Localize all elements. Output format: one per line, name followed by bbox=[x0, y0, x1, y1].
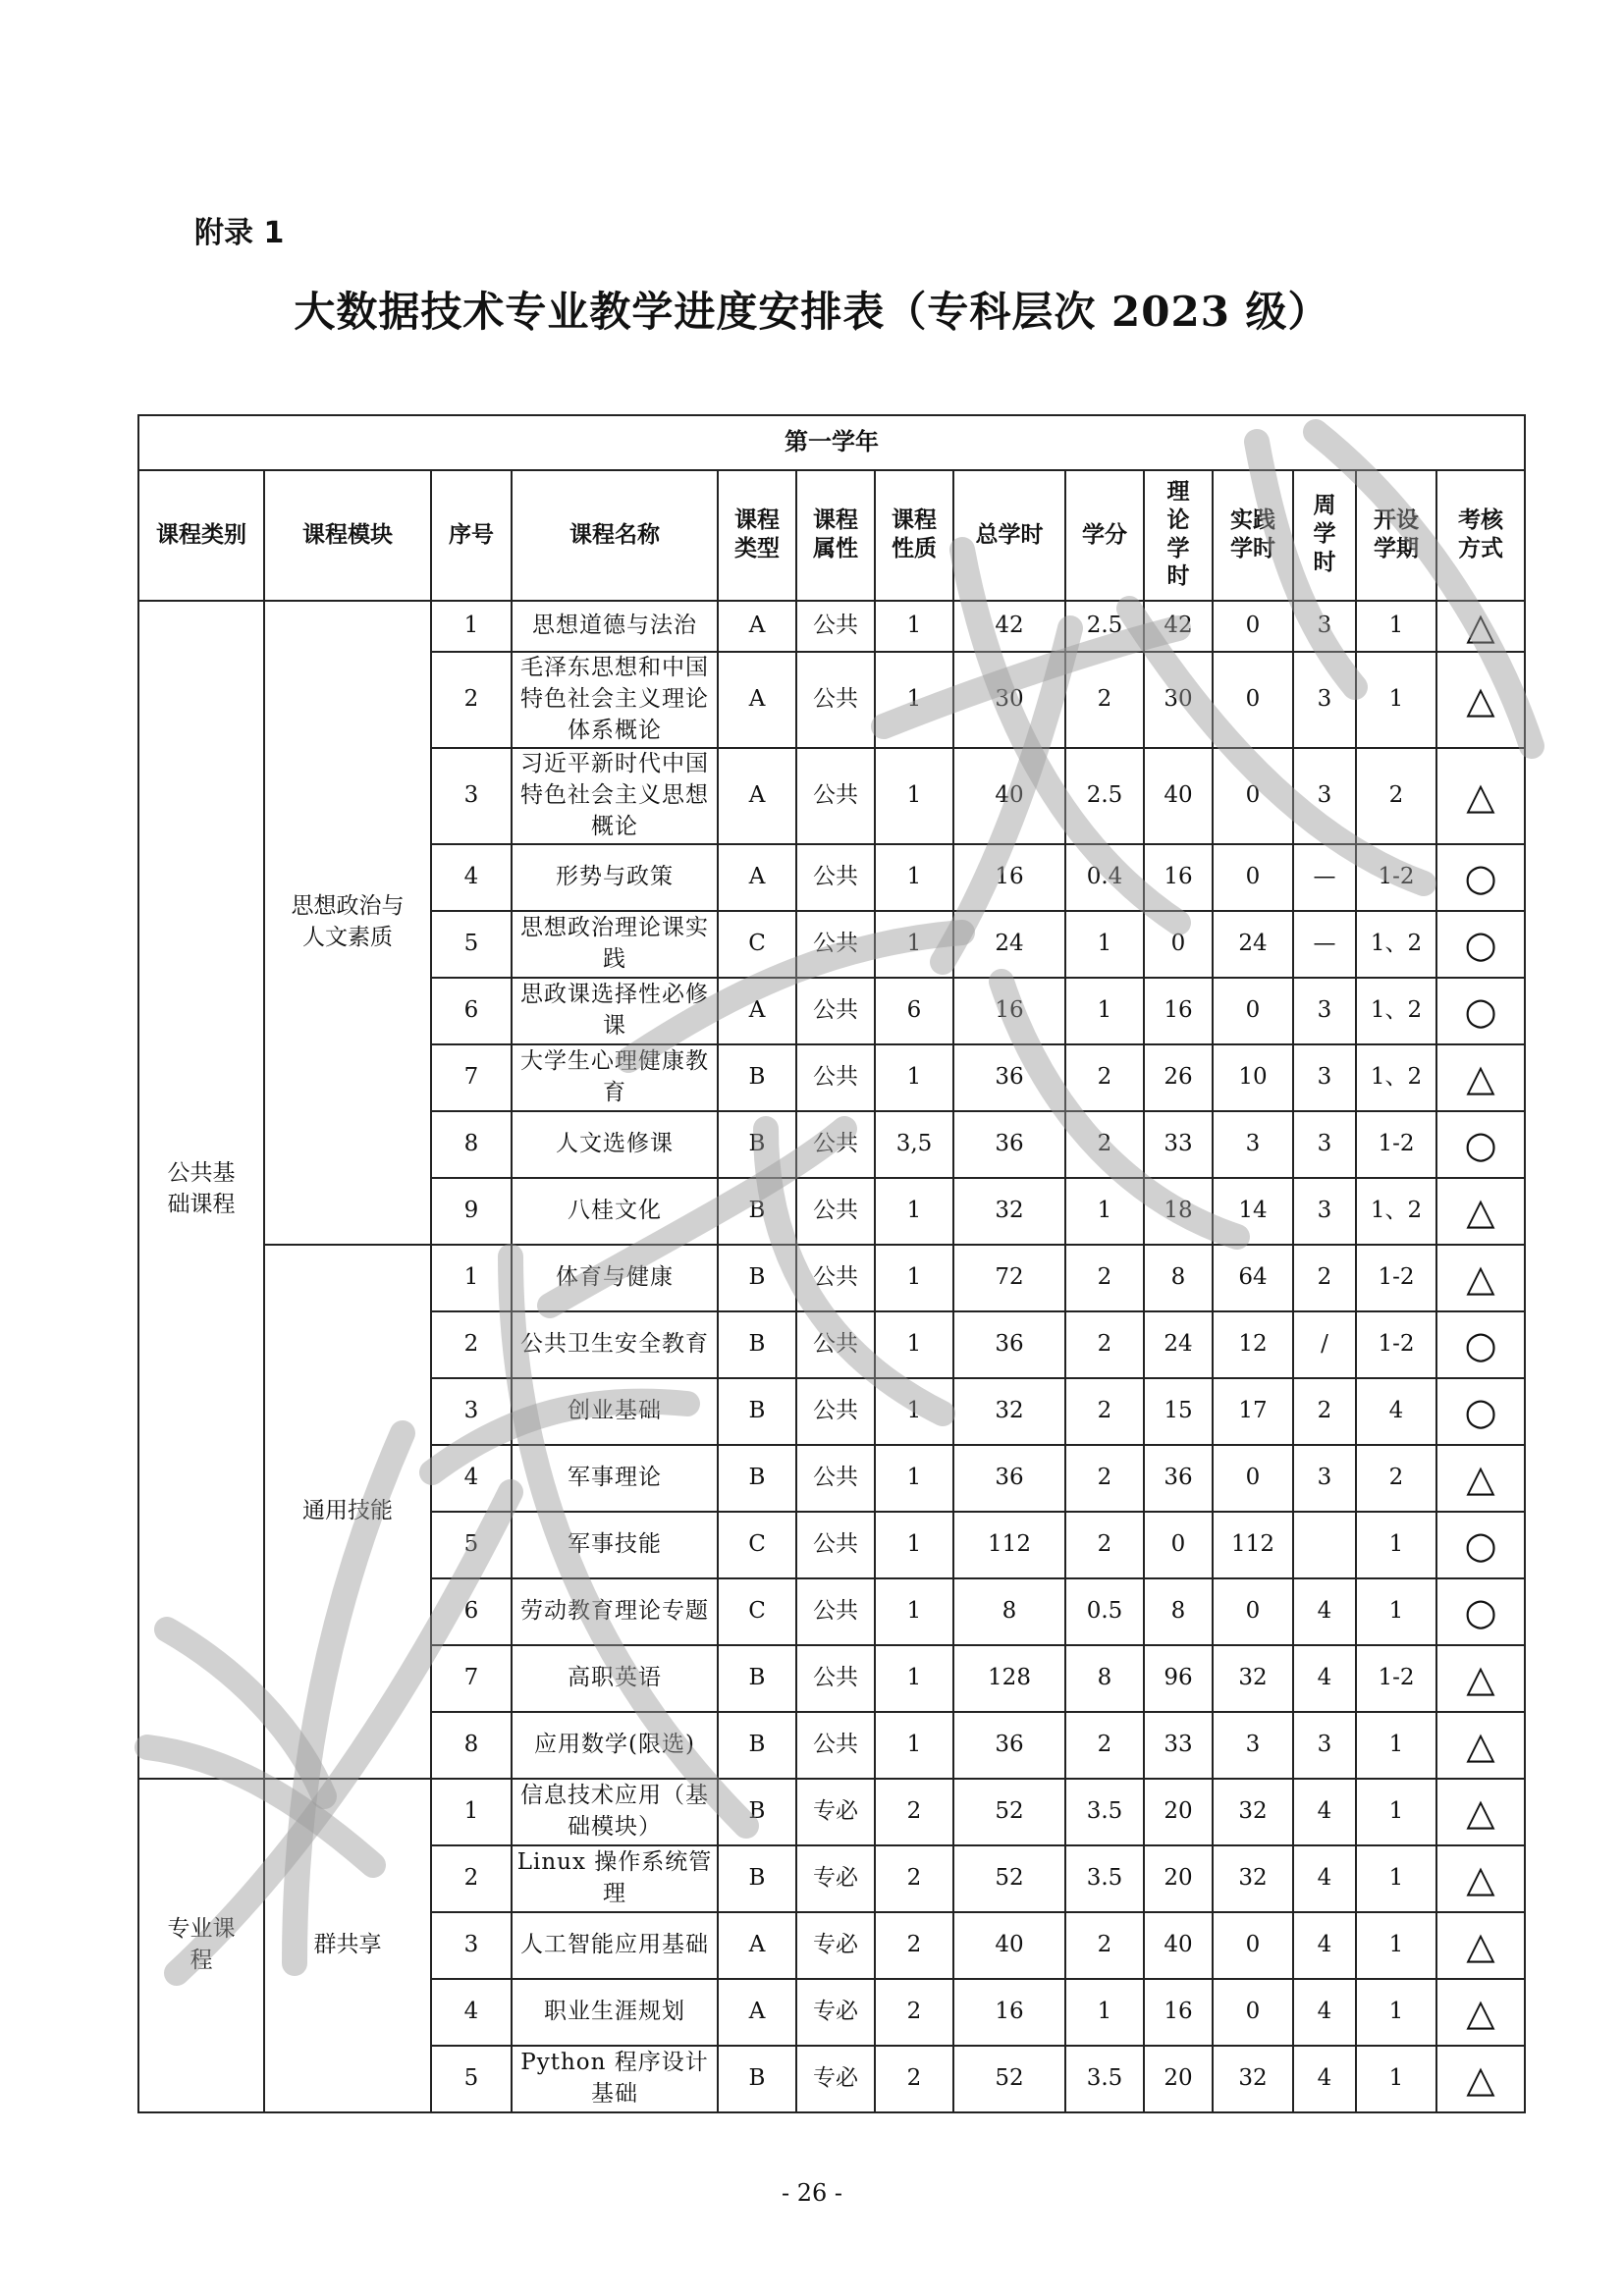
module-general: 通用技能 bbox=[264, 1245, 431, 1779]
cell-semester: 1 bbox=[1356, 601, 1436, 652]
cell-nature: 1 bbox=[875, 1044, 953, 1111]
cell-attr: 公共 bbox=[796, 1445, 875, 1512]
cell-type: A bbox=[718, 748, 796, 844]
cell-semester: 1-2 bbox=[1356, 1645, 1436, 1712]
cell-nature: 1 bbox=[875, 1311, 953, 1378]
cell-nature: 1 bbox=[875, 601, 953, 652]
cell-name: 人工智能应用基础 bbox=[512, 1912, 718, 1979]
cell-credits: 0.5 bbox=[1065, 1578, 1144, 1645]
cell-credits: 2 bbox=[1065, 1311, 1144, 1378]
cell-theory: 96 bbox=[1144, 1645, 1213, 1712]
cell-theory: 30 bbox=[1144, 652, 1213, 748]
cell-credits: 2 bbox=[1065, 1044, 1144, 1111]
cell-nature: 2 bbox=[875, 1845, 953, 1912]
cell-name: 公共卫生安全教育 bbox=[512, 1311, 718, 1378]
cell-weekly: 4 bbox=[1293, 1845, 1356, 1912]
cell-name: 军事理论 bbox=[512, 1445, 718, 1512]
cell-weekly: — bbox=[1293, 911, 1356, 978]
header-module: 课程模块 bbox=[264, 470, 431, 601]
cell-theory: 16 bbox=[1144, 1979, 1213, 2046]
cell-practice: 0 bbox=[1213, 1578, 1293, 1645]
cell-name: 思政课选择性必修课 bbox=[512, 978, 718, 1044]
cell-no: 6 bbox=[431, 978, 512, 1044]
cell-assess: △ bbox=[1436, 1645, 1525, 1712]
cell-practice: 24 bbox=[1213, 911, 1293, 978]
cell-attr: 公共 bbox=[796, 911, 875, 978]
cell-assess: △ bbox=[1436, 652, 1525, 748]
cell-semester: 1、2 bbox=[1356, 911, 1436, 978]
page-title: 大数据技术专业教学进度安排表（专科层次 2023 级） bbox=[294, 288, 1330, 336]
cell-credits: 1 bbox=[1065, 1979, 1144, 2046]
cell-attr: 公共 bbox=[796, 652, 875, 748]
cell-assess: ○ bbox=[1436, 1578, 1525, 1645]
cell-nature: 1 bbox=[875, 1445, 953, 1512]
cell-practice: 32 bbox=[1213, 1779, 1293, 1845]
cell-total: 8 bbox=[953, 1578, 1065, 1645]
cell-type: A bbox=[718, 978, 796, 1044]
column-header-row bbox=[138, 470, 1525, 601]
cell-semester: 1 bbox=[1356, 1779, 1436, 1845]
cell-total: 16 bbox=[953, 844, 1065, 911]
cell-nature: 2 bbox=[875, 2046, 953, 2112]
cell-assess: ○ bbox=[1436, 1311, 1525, 1378]
cell-credits: 2 bbox=[1065, 1445, 1144, 1512]
cell-no: 2 bbox=[431, 652, 512, 748]
cell-theory: 8 bbox=[1144, 1245, 1213, 1311]
cell-weekly: 3 bbox=[1293, 978, 1356, 1044]
category-major: 专业课程 bbox=[138, 1779, 264, 2112]
cell-semester: 1、2 bbox=[1356, 978, 1436, 1044]
cell-practice: 0 bbox=[1213, 844, 1293, 911]
cell-name: 思想道德与法治 bbox=[512, 601, 718, 652]
cell-credits: 3.5 bbox=[1065, 1845, 1144, 1912]
header-attr: 课程属性 bbox=[796, 470, 875, 601]
cell-semester: 1-2 bbox=[1356, 844, 1436, 911]
cell-weekly: 4 bbox=[1293, 2046, 1356, 2112]
cell-attr: 公共 bbox=[796, 1245, 875, 1311]
cell-type: B bbox=[718, 1779, 796, 1845]
cell-name: 形势与政策 bbox=[512, 844, 718, 911]
cell-practice: 0 bbox=[1213, 601, 1293, 652]
cell-name: 体育与健康 bbox=[512, 1245, 718, 1311]
cell-total: 24 bbox=[953, 911, 1065, 978]
cell-no: 5 bbox=[431, 2046, 512, 2112]
cell-assess: ○ bbox=[1436, 1512, 1525, 1578]
table-row bbox=[138, 1779, 1525, 1845]
cell-name: 职业生涯规划 bbox=[512, 1979, 718, 2046]
cell-total: 112 bbox=[953, 1512, 1065, 1578]
cell-total: 128 bbox=[953, 1645, 1065, 1712]
cell-weekly: 3 bbox=[1293, 601, 1356, 652]
cell-assess: △ bbox=[1436, 1178, 1525, 1245]
cell-theory: 40 bbox=[1144, 748, 1213, 844]
cell-nature: 1 bbox=[875, 1378, 953, 1445]
cell-attr: 专必 bbox=[796, 1979, 875, 2046]
cell-semester: 1 bbox=[1356, 1712, 1436, 1779]
cell-type: A bbox=[718, 1979, 796, 2046]
cell-total: 16 bbox=[953, 1979, 1065, 2046]
cell-name: Python 程序设计基础 bbox=[512, 2046, 718, 2112]
cell-no: 2 bbox=[431, 1311, 512, 1378]
cell-theory: 18 bbox=[1144, 1178, 1213, 1245]
cell-no: 8 bbox=[431, 1111, 512, 1178]
cell-name: 高职英语 bbox=[512, 1645, 718, 1712]
cell-type: B bbox=[718, 1178, 796, 1245]
header-credits: 学分 bbox=[1065, 470, 1144, 601]
header-category: 课程类别 bbox=[138, 470, 264, 601]
cell-attr: 专必 bbox=[796, 1845, 875, 1912]
cell-practice: 14 bbox=[1213, 1178, 1293, 1245]
cell-theory: 20 bbox=[1144, 2046, 1213, 2112]
cell-nature: 1 bbox=[875, 911, 953, 978]
cell-weekly: / bbox=[1293, 1311, 1356, 1378]
cell-attr: 公共 bbox=[796, 1378, 875, 1445]
cell-theory: 20 bbox=[1144, 1779, 1213, 1845]
cell-no: 5 bbox=[431, 911, 512, 978]
category-public: 公共基础课程 bbox=[138, 601, 264, 1779]
cell-practice: 17 bbox=[1213, 1378, 1293, 1445]
cell-weekly: 2 bbox=[1293, 1245, 1356, 1311]
cell-total: 16 bbox=[953, 978, 1065, 1044]
cell-credits: 2.5 bbox=[1065, 748, 1144, 844]
cell-theory: 20 bbox=[1144, 1845, 1213, 1912]
cell-weekly bbox=[1293, 1512, 1356, 1578]
cell-type: C bbox=[718, 1578, 796, 1645]
cell-attr: 公共 bbox=[796, 978, 875, 1044]
cell-name: 应用数学(限选) bbox=[512, 1712, 718, 1779]
cell-no: 7 bbox=[431, 1645, 512, 1712]
header-total-hours: 总学时 bbox=[953, 470, 1065, 601]
year-header: 第一学年 bbox=[138, 415, 1525, 470]
cell-credits: 2 bbox=[1065, 652, 1144, 748]
cell-weekly: 4 bbox=[1293, 1979, 1356, 2046]
cell-attr: 公共 bbox=[796, 1578, 875, 1645]
cell-practice: 0 bbox=[1213, 1979, 1293, 2046]
table-body bbox=[138, 601, 1525, 2112]
cell-theory: 15 bbox=[1144, 1378, 1213, 1445]
cell-no: 2 bbox=[431, 1845, 512, 1912]
cell-attr: 公共 bbox=[796, 1111, 875, 1178]
cell-no: 1 bbox=[431, 601, 512, 652]
cell-attr: 公共 bbox=[796, 1178, 875, 1245]
cell-weekly: 4 bbox=[1293, 1779, 1356, 1845]
cell-name: 八桂文化 bbox=[512, 1178, 718, 1245]
cell-nature: 1 bbox=[875, 844, 953, 911]
cell-attr: 公共 bbox=[796, 601, 875, 652]
cell-credits: 2 bbox=[1065, 1712, 1144, 1779]
cell-credits: 1 bbox=[1065, 911, 1144, 978]
cell-practice: 12 bbox=[1213, 1311, 1293, 1378]
header-name: 课程名称 bbox=[512, 470, 718, 601]
cell-semester: 1-2 bbox=[1356, 1311, 1436, 1378]
cell-practice: 0 bbox=[1213, 1445, 1293, 1512]
cell-nature: 1 bbox=[875, 1512, 953, 1578]
cell-type: B bbox=[718, 1311, 796, 1378]
cell-assess: △ bbox=[1436, 2046, 1525, 2112]
cell-attr: 公共 bbox=[796, 844, 875, 911]
cell-total: 30 bbox=[953, 652, 1065, 748]
cell-no: 3 bbox=[431, 1912, 512, 1979]
cell-attr: 专必 bbox=[796, 2046, 875, 2112]
cell-no: 7 bbox=[431, 1044, 512, 1111]
cell-type: C bbox=[718, 1512, 796, 1578]
cell-weekly: 3 bbox=[1293, 1445, 1356, 1512]
cell-nature: 1 bbox=[875, 1578, 953, 1645]
appendix-label: 附录 1 bbox=[194, 216, 285, 250]
cell-no: 1 bbox=[431, 1245, 512, 1311]
module-ideology: 思想政治与人文素质 bbox=[264, 601, 431, 1245]
cell-credits: 2 bbox=[1065, 1912, 1144, 1979]
cell-practice: 112 bbox=[1213, 1512, 1293, 1578]
cell-type: B bbox=[718, 1445, 796, 1512]
cell-assess: △ bbox=[1436, 1912, 1525, 1979]
cell-type: B bbox=[718, 1245, 796, 1311]
cell-assess: △ bbox=[1436, 748, 1525, 844]
cell-weekly: 4 bbox=[1293, 1578, 1356, 1645]
cell-credits: 1 bbox=[1065, 978, 1144, 1044]
cell-attr: 公共 bbox=[796, 748, 875, 844]
cell-attr: 公共 bbox=[796, 1712, 875, 1779]
cell-name: 军事技能 bbox=[512, 1512, 718, 1578]
cell-no: 6 bbox=[431, 1578, 512, 1645]
cell-name: 大学生心理健康教育 bbox=[512, 1044, 718, 1111]
cell-assess: ○ bbox=[1436, 978, 1525, 1044]
cell-practice: 64 bbox=[1213, 1245, 1293, 1311]
cell-nature: 6 bbox=[875, 978, 953, 1044]
cell-nature: 1 bbox=[875, 1645, 953, 1712]
cell-assess: △ bbox=[1436, 1979, 1525, 2046]
cell-type: A bbox=[718, 1912, 796, 1979]
cell-attr: 公共 bbox=[796, 1311, 875, 1378]
cell-nature: 1 bbox=[875, 748, 953, 844]
table-row bbox=[138, 601, 1525, 652]
cell-total: 36 bbox=[953, 1445, 1065, 1512]
cell-name: 创业基础 bbox=[512, 1378, 718, 1445]
cell-practice: 32 bbox=[1213, 2046, 1293, 2112]
cell-name: 思想政治理论课实践 bbox=[512, 911, 718, 978]
cell-attr: 公共 bbox=[796, 1512, 875, 1578]
cell-credits: 2 bbox=[1065, 1512, 1144, 1578]
header-weekly-hours: 周学时 bbox=[1293, 470, 1356, 601]
cell-type: B bbox=[718, 1111, 796, 1178]
cell-total: 72 bbox=[953, 1245, 1065, 1311]
cell-attr: 公共 bbox=[796, 1645, 875, 1712]
cell-semester: 2 bbox=[1356, 748, 1436, 844]
cell-credits: 0.4 bbox=[1065, 844, 1144, 911]
header-nature: 课程性质 bbox=[875, 470, 953, 601]
cell-total: 36 bbox=[953, 1712, 1065, 1779]
cell-semester: 1 bbox=[1356, 1912, 1436, 1979]
watermark-text: 严禁复制 bbox=[0, 0, 4, 1]
cell-total: 32 bbox=[953, 1178, 1065, 1245]
page-number: - 26 - bbox=[781, 2179, 842, 2207]
cell-no: 8 bbox=[431, 1712, 512, 1779]
cell-total: 32 bbox=[953, 1378, 1065, 1445]
cell-practice: 32 bbox=[1213, 1845, 1293, 1912]
cell-type: C bbox=[718, 911, 796, 978]
cell-assess: ○ bbox=[1436, 844, 1525, 911]
cell-practice: 3 bbox=[1213, 1111, 1293, 1178]
cell-weekly: 4 bbox=[1293, 1645, 1356, 1712]
cell-practice: 10 bbox=[1213, 1044, 1293, 1111]
module-group: 群共享 bbox=[264, 1779, 431, 2112]
cell-no: 1 bbox=[431, 1779, 512, 1845]
cell-semester: 1 bbox=[1356, 652, 1436, 748]
cell-assess: △ bbox=[1436, 1845, 1525, 1912]
cell-semester: 1、2 bbox=[1356, 1044, 1436, 1111]
cell-total: 36 bbox=[953, 1111, 1065, 1178]
cell-nature: 1 bbox=[875, 1245, 953, 1311]
cell-credits: 2.5 bbox=[1065, 601, 1144, 652]
cell-semester: 1-2 bbox=[1356, 1245, 1436, 1311]
cell-name: 习近平新时代中国特色社会主义思想概论 bbox=[512, 748, 718, 844]
cell-practice: 0 bbox=[1213, 978, 1293, 1044]
cell-semester: 1 bbox=[1356, 1578, 1436, 1645]
cell-credits: 2 bbox=[1065, 1245, 1144, 1311]
cell-theory: 40 bbox=[1144, 1912, 1213, 1979]
cell-nature: 1 bbox=[875, 1712, 953, 1779]
cell-assess: △ bbox=[1436, 1779, 1525, 1845]
cell-name: 劳动教育理论专题 bbox=[512, 1578, 718, 1645]
cell-nature: 1 bbox=[875, 1178, 953, 1245]
cell-semester: 1-2 bbox=[1356, 1111, 1436, 1178]
cell-no: 4 bbox=[431, 1979, 512, 2046]
cell-theory: 42 bbox=[1144, 601, 1213, 652]
cell-nature: 1 bbox=[875, 652, 953, 748]
cell-type: A bbox=[718, 652, 796, 748]
header-no: 序号 bbox=[431, 470, 512, 601]
header-practice-hours: 实践学时 bbox=[1213, 470, 1293, 601]
cell-type: A bbox=[718, 844, 796, 911]
cell-type: B bbox=[718, 1645, 796, 1712]
cell-credits: 2 bbox=[1065, 1111, 1144, 1178]
cell-practice: 3 bbox=[1213, 1712, 1293, 1779]
cell-attr: 公共 bbox=[796, 1044, 875, 1111]
cell-practice: 32 bbox=[1213, 1645, 1293, 1712]
header-type: 课程类型 bbox=[718, 470, 796, 601]
cell-no: 4 bbox=[431, 1445, 512, 1512]
cell-no: 9 bbox=[431, 1178, 512, 1245]
cell-semester: 1 bbox=[1356, 1512, 1436, 1578]
cell-semester: 2 bbox=[1356, 1445, 1436, 1512]
cell-practice: 0 bbox=[1213, 1912, 1293, 1979]
cell-weekly: 3 bbox=[1293, 1044, 1356, 1111]
cell-nature: 2 bbox=[875, 1912, 953, 1979]
cell-semester: 4 bbox=[1356, 1378, 1436, 1445]
cell-assess: △ bbox=[1436, 1245, 1525, 1311]
cell-total: 40 bbox=[953, 1912, 1065, 1979]
cell-weekly: 4 bbox=[1293, 1912, 1356, 1979]
cell-semester: 1 bbox=[1356, 2046, 1436, 2112]
cell-theory: 16 bbox=[1144, 978, 1213, 1044]
cell-nature: 2 bbox=[875, 1779, 953, 1845]
cell-theory: 8 bbox=[1144, 1578, 1213, 1645]
cell-theory: 26 bbox=[1144, 1044, 1213, 1111]
cell-total: 36 bbox=[953, 1044, 1065, 1111]
cell-assess: △ bbox=[1436, 1445, 1525, 1512]
cell-type: A bbox=[718, 601, 796, 652]
cell-weekly: 3 bbox=[1293, 1111, 1356, 1178]
cell-assess: △ bbox=[1436, 1044, 1525, 1111]
cell-credits: 3.5 bbox=[1065, 1779, 1144, 1845]
cell-total: 40 bbox=[953, 748, 1065, 844]
cell-credits: 2 bbox=[1065, 1378, 1144, 1445]
header-theory-hours: 理论学时 bbox=[1144, 470, 1213, 601]
cell-theory: 16 bbox=[1144, 844, 1213, 911]
cell-assess: △ bbox=[1436, 1712, 1525, 1779]
cell-semester: 1、2 bbox=[1356, 1178, 1436, 1245]
cell-type: B bbox=[718, 1378, 796, 1445]
schedule-table bbox=[137, 414, 1526, 2113]
cell-assess: ○ bbox=[1436, 911, 1525, 978]
cell-practice: 0 bbox=[1213, 652, 1293, 748]
cell-theory: 24 bbox=[1144, 1311, 1213, 1378]
cell-type: B bbox=[718, 1845, 796, 1912]
cell-semester: 1 bbox=[1356, 1979, 1436, 2046]
cell-total: 52 bbox=[953, 1779, 1065, 1845]
cell-no: 4 bbox=[431, 844, 512, 911]
cell-practice: 0 bbox=[1213, 748, 1293, 844]
cell-theory: 36 bbox=[1144, 1445, 1213, 1512]
cell-name: 人文选修课 bbox=[512, 1111, 718, 1178]
cell-assess: △ bbox=[1436, 601, 1525, 652]
cell-attr: 专必 bbox=[796, 1912, 875, 1979]
cell-theory: 0 bbox=[1144, 911, 1213, 978]
cell-type: B bbox=[718, 1044, 796, 1111]
cell-type: B bbox=[718, 2046, 796, 2112]
cell-total: 36 bbox=[953, 1311, 1065, 1378]
cell-nature: 3,5 bbox=[875, 1111, 953, 1178]
cell-weekly: 3 bbox=[1293, 1712, 1356, 1779]
cell-weekly: 3 bbox=[1293, 748, 1356, 844]
table-row bbox=[138, 1245, 1525, 1311]
cell-weekly: 3 bbox=[1293, 652, 1356, 748]
cell-credits: 3.5 bbox=[1065, 2046, 1144, 2112]
cell-semester: 1 bbox=[1356, 1845, 1436, 1912]
cell-assess: ○ bbox=[1436, 1378, 1525, 1445]
header-assessment: 考核方式 bbox=[1436, 470, 1525, 601]
cell-total: 42 bbox=[953, 601, 1065, 652]
cell-weekly: 3 bbox=[1293, 1178, 1356, 1245]
cell-credits: 8 bbox=[1065, 1645, 1144, 1712]
cell-total: 52 bbox=[953, 1845, 1065, 1912]
cell-weekly: 2 bbox=[1293, 1378, 1356, 1445]
cell-theory: 0 bbox=[1144, 1512, 1213, 1578]
cell-name: Linux 操作系统管理 bbox=[512, 1845, 718, 1912]
cell-no: 5 bbox=[431, 1512, 512, 1578]
cell-theory: 33 bbox=[1144, 1111, 1213, 1178]
cell-credits: 1 bbox=[1065, 1178, 1144, 1245]
cell-name: 毛泽东思想和中国特色社会主义理论体系概论 bbox=[512, 652, 718, 748]
cell-attr: 专必 bbox=[796, 1779, 875, 1845]
cell-theory: 33 bbox=[1144, 1712, 1213, 1779]
cell-no: 3 bbox=[431, 1378, 512, 1445]
cell-total: 52 bbox=[953, 2046, 1065, 2112]
cell-name: 信息技术应用（基础模块） bbox=[512, 1779, 718, 1845]
cell-type: B bbox=[718, 1712, 796, 1779]
cell-assess: ○ bbox=[1436, 1111, 1525, 1178]
header-semester: 开设学期 bbox=[1356, 470, 1436, 601]
cell-weekly: — bbox=[1293, 844, 1356, 911]
cell-nature: 2 bbox=[875, 1979, 953, 2046]
cell-no: 3 bbox=[431, 748, 512, 844]
